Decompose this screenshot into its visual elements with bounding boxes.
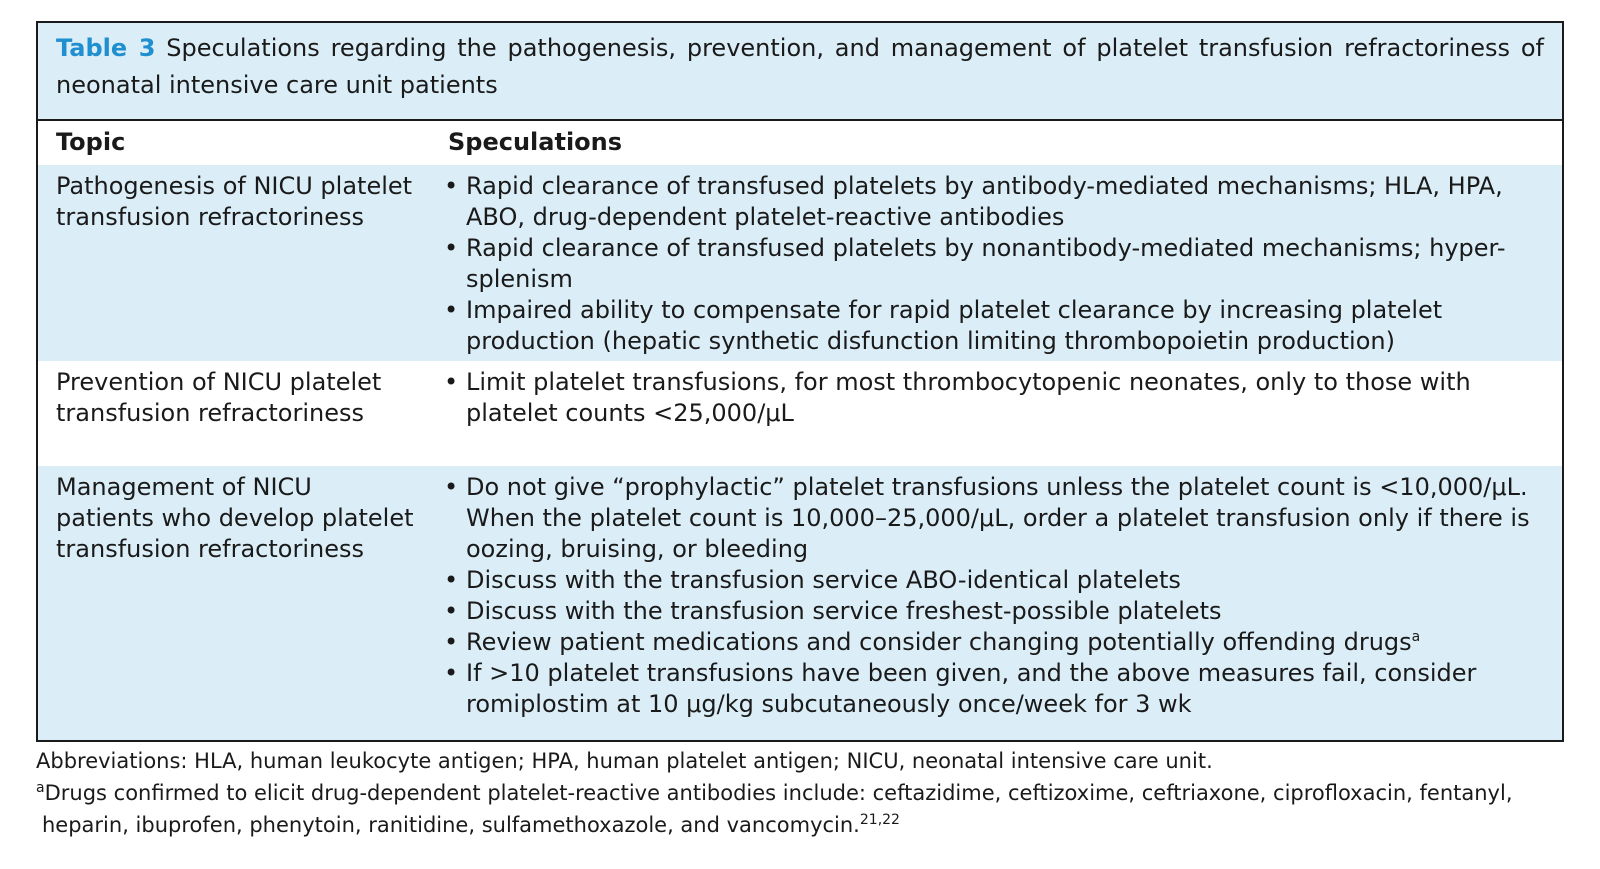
list-item: • Rapid clearance of transfused platelets by antibody-mediated mechanisms; HLA, HPA, ABO, drug-dependent platelet-reactive antibodies [444, 171, 1550, 233]
list-item: • Impaired ability to compensate for rapid platelet clearance by increasing platelet production (hepatic synthetic disfunction limiting thrombopoietin production) [444, 295, 1550, 357]
table-title: Speculations regarding the pathogenesis, prevention, and management of platelet transfusion refractoriness of neonatal intensive care unit patients [56, 34, 1544, 99]
header-speculations: Speculations [448, 128, 623, 156]
speculation-list [444, 472, 1550, 720]
table-row [38, 165, 1562, 361]
table-label: Table 3 [56, 34, 156, 62]
row-topic: Management of NICU patients who develop platelet transfusion refractoriness [56, 473, 414, 563]
row-topic: Pathogenesis of NICU platelet transfusion refractoriness [56, 172, 413, 231]
footnote-a [36, 777, 1566, 841]
list-item-text: Review patient medications and consider changing potentially offending drugs [466, 628, 1412, 656]
list-item: • Do not give “prophylactic” platelet transfusions unless the platelet count is <10,000/μL. When the platelet count is 10,000–25,000/μL, order a platelet transfusion only if there is oozing, bruising, or bleeding [444, 472, 1550, 565]
footnote-a-refs: 21,22 [859, 812, 900, 828]
list-item: • Limit platelet transfusions, for most thrombocytopenic neonates, only to those with platelet counts <25,000/μL [444, 367, 1550, 429]
speculation-list [444, 171, 1550, 357]
table-footnotes [36, 745, 1566, 841]
table-caption [38, 23, 1562, 121]
header-topic: Topic [56, 128, 126, 156]
table-3 [36, 21, 1564, 742]
footnote-a-text: Drugs confirmed to elicit drug-dependent platelet-reactive antibodies include: ceftazidime, ceftizoxime, ceftriaxone, ciprofloxacin, fentanyl, heparin, ibuprofen, phenytoin, ranitidine, sulfamethoxazole, and vancomycin. [42, 781, 1513, 837]
list-item: • If >10 platelet transfusions have been given, and the above measures fail, consider romiplostim at 10 μg/kg subcutaneously once/week for 3 wk [444, 658, 1550, 720]
speculation-list [444, 367, 1550, 429]
list-item [444, 627, 1550, 658]
footnote-a-marker: a [36, 780, 45, 796]
table-row [38, 466, 1562, 740]
list-item: • Discuss with the transfusion service ABO-identical platelets [444, 565, 1550, 596]
table-row [38, 361, 1562, 466]
abbreviations-note: Abbreviations: HLA, human leukocyte antigen; HPA, human platelet antigen; NICU, neonatal intensive care unit. [36, 749, 1213, 773]
row-topic: Prevention of NICU platelet transfusion refractoriness [56, 368, 382, 427]
list-item: • Discuss with the transfusion service freshest-possible platelets [444, 596, 1550, 627]
list-item: • Rapid clearance of transfused platelets by nonantibody-mediated mechanisms; hyper-splenism [444, 233, 1550, 295]
table-header-row [38, 121, 1562, 165]
footnote-marker: a [1411, 629, 1421, 645]
